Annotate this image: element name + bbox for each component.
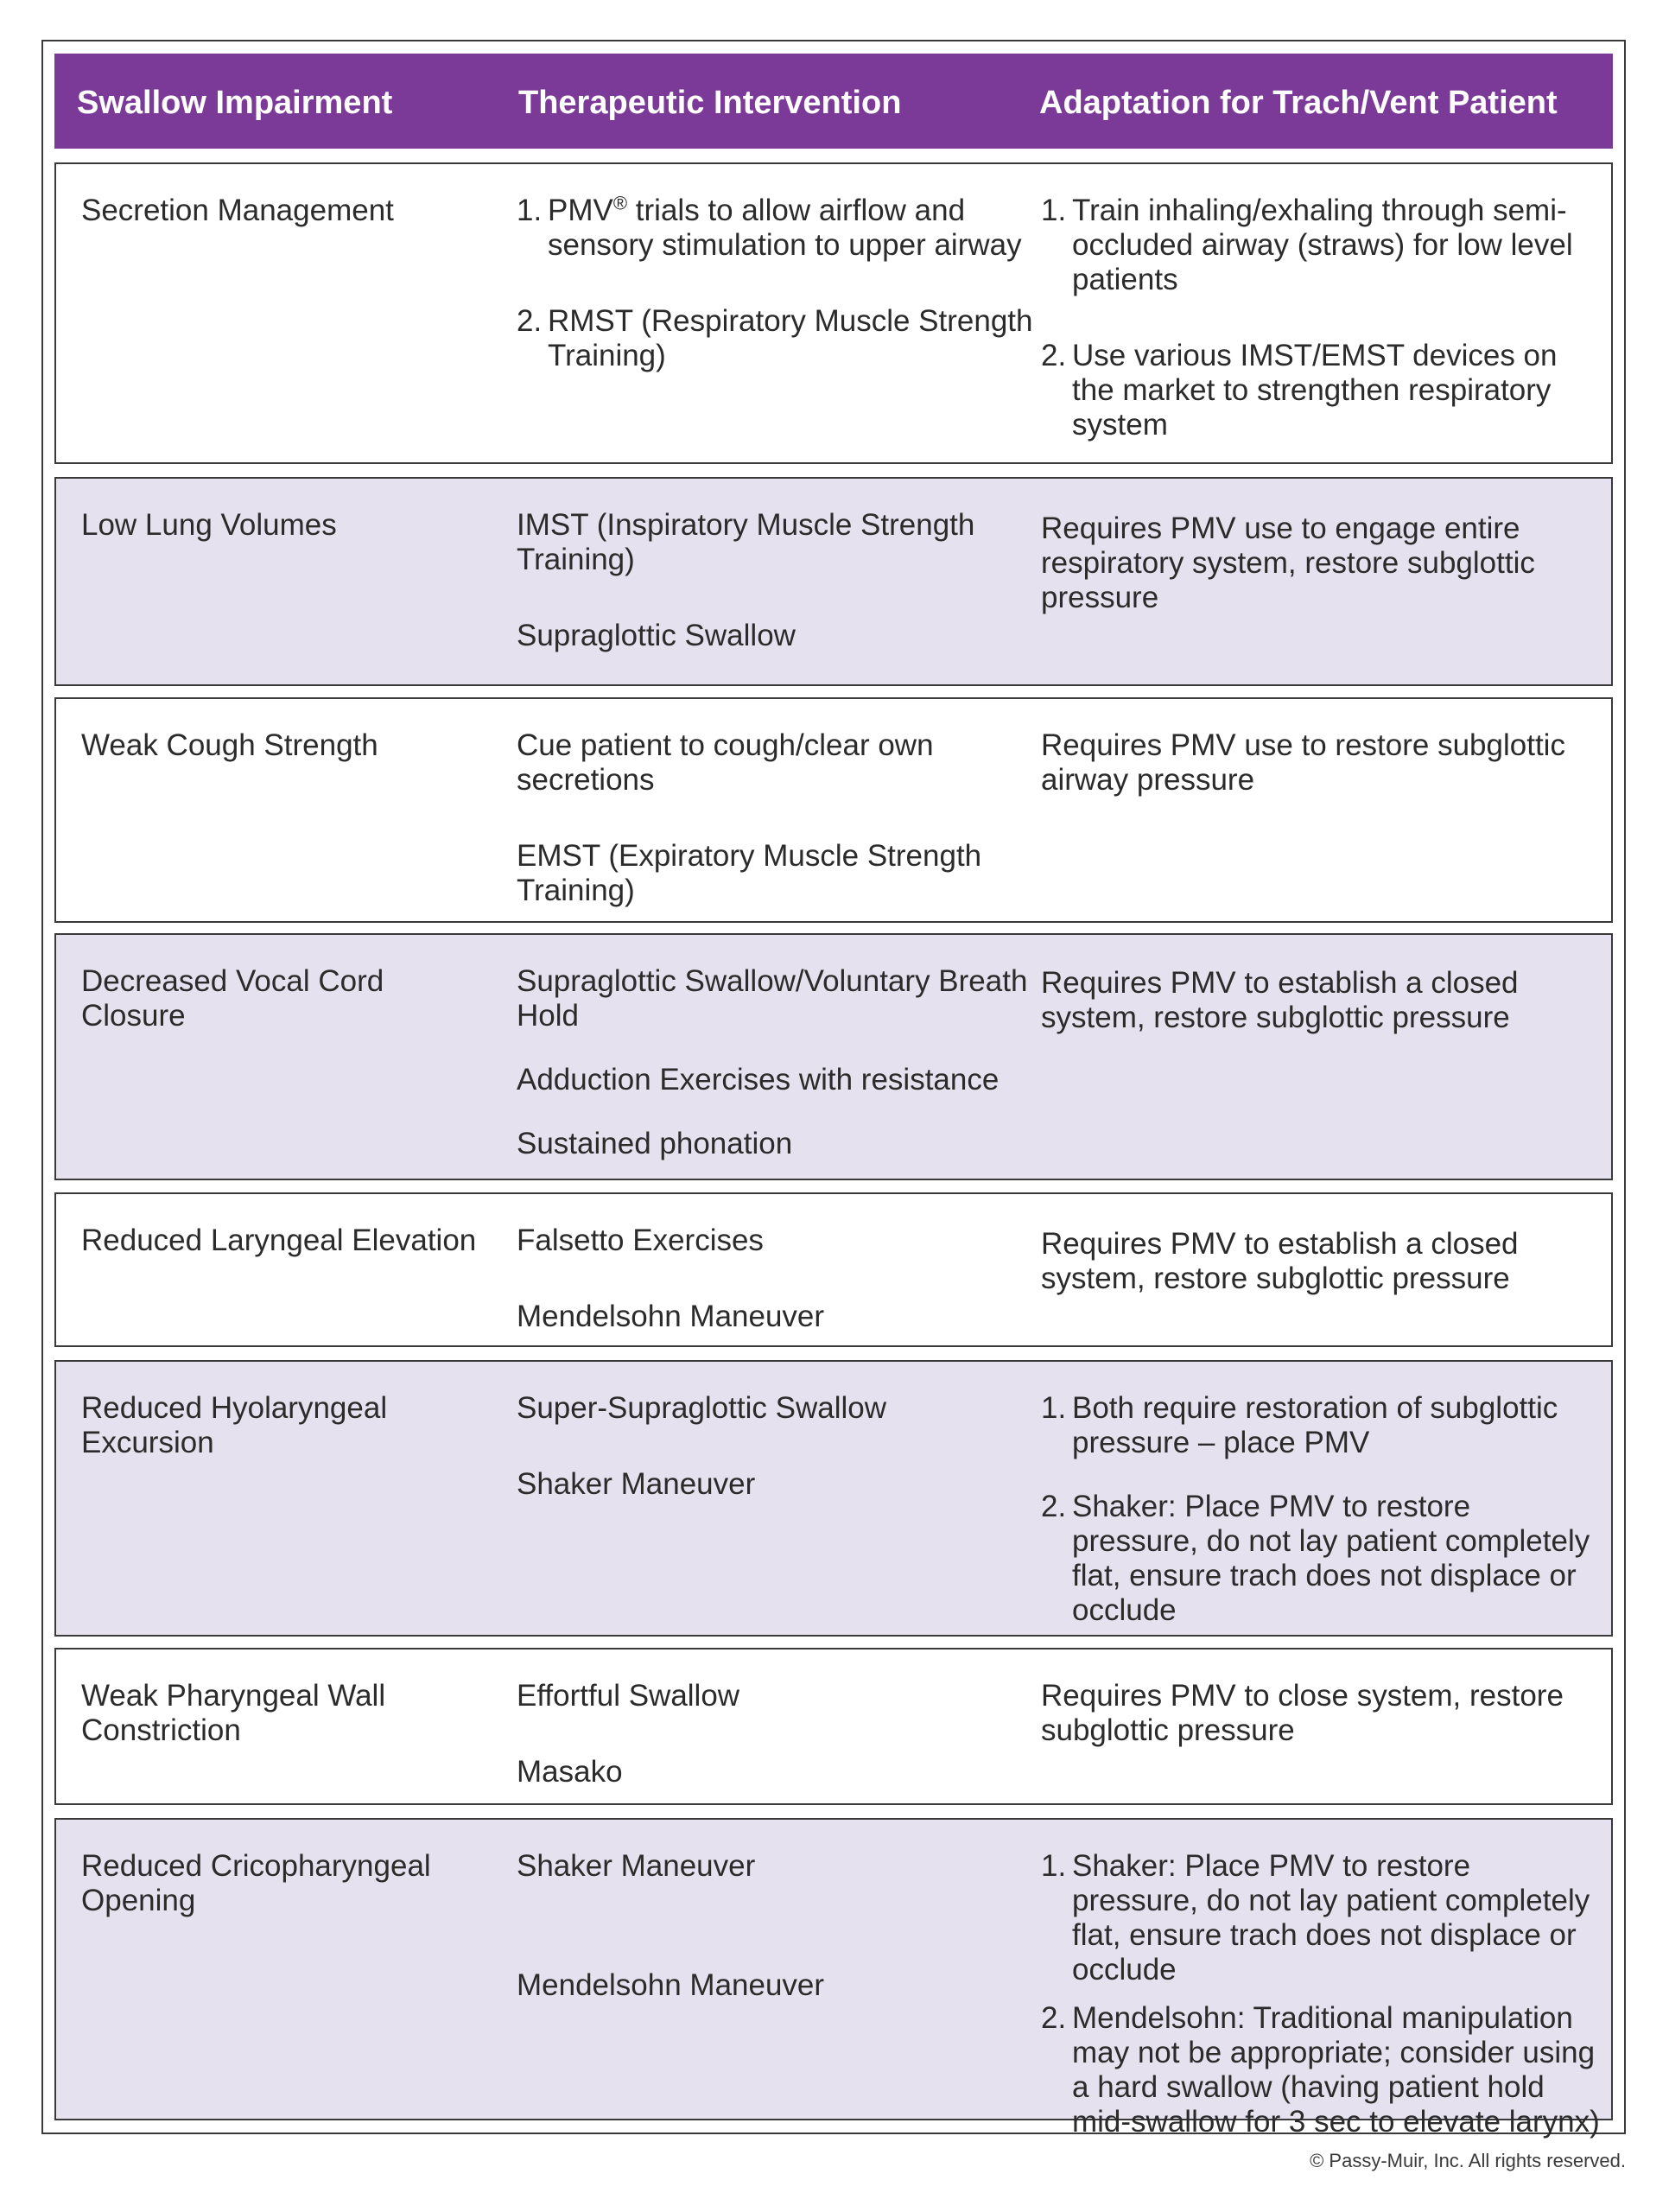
intervention-item: Falsetto Exercises <box>517 1224 764 1257</box>
intervention-cell <box>517 1849 1052 2003</box>
impairment-cell: Reduced Hyolaryngeal Excursion <box>81 1391 388 1459</box>
adaptation-item: 2. Shaker: Place PMV to restore pressure, do not lay patient completely flat, ensure trach does not displace or occlude <box>1041 1490 1590 1627</box>
intervention-item: Mendelsohn Maneuver <box>517 1968 825 2002</box>
intervention-item: Supraglottic Swallow <box>517 619 796 652</box>
adaptation-item: 1. Both require restoration of subglottic pressure – place PMV <box>1041 1391 1558 1459</box>
intervention-item: 1. PMV® trials to allow airflow and sensory stimulation to upper airway <box>517 192 1022 262</box>
adaptation-item: Requires PMV to establish a closed system, restore subglottic pressure <box>1041 1227 1519 1295</box>
intervention-item: Supraglottic Swallow/Voluntary Breath Hold <box>517 964 1028 1033</box>
adaptation-item: 1. Shaker: Place PMV to restore pressure, do not lay patient completely flat, ensure trach does not displace or occlude <box>1041 1849 1590 1986</box>
table-row <box>54 1192 1613 1347</box>
table-row <box>54 933 1613 1180</box>
intervention-cell <box>517 728 1052 908</box>
intervention-cell <box>517 1679 1052 1789</box>
intervention-cell <box>517 1224 1052 1334</box>
impairment-cell: Weak Cough Strength <box>81 728 378 762</box>
intervention-item: EMST (Expiratory Muscle Strength Training) <box>517 839 982 907</box>
adaptation-item: 1. Train inhaling/exhaling through semi-occluded airway (straws) for low level patients <box>1041 194 1573 296</box>
intervention-item: Cue patient to cough/clear own secretions <box>517 728 934 797</box>
adaptation-cell <box>1041 966 1602 1035</box>
table-header <box>54 54 1613 149</box>
table-row <box>54 162 1613 464</box>
intervention-item: Effortful Swallow <box>517 1679 740 1713</box>
adaptation-item: Requires PMV to close system, restore subglottic pressure <box>1041 1679 1564 1747</box>
intervention-cell <box>517 1391 1052 1502</box>
intervention-item: Masako <box>517 1755 623 1789</box>
intervention-cell <box>517 194 1052 373</box>
intervention-item: Super-Supraglottic Swallow <box>517 1391 886 1425</box>
adaptation-cell <box>1041 512 1602 615</box>
intervention-item: Mendelsohn Maneuver <box>517 1300 825 1333</box>
intervention-item: IMST (Inspiratory Muscle Strength Training) <box>517 508 975 576</box>
table-row <box>54 1818 1613 2139</box>
copyright-notice: © Passy-Muir, Inc. All rights reserved. <box>1310 2150 1626 2171</box>
impairment-cell: Reduced Laryngeal Elevation <box>81 1224 477 1257</box>
impairment-cell: Weak Pharyngeal Wall Constriction <box>81 1679 386 1747</box>
table-row <box>54 1360 1613 1637</box>
adaptation-item: 2. Use various IMST/EMST devices on the market to strengthen respiratory system <box>1041 339 1558 442</box>
header-swallow-impairment: Swallow Impairment <box>77 85 393 121</box>
impairment-cell: Decreased Vocal Cord Closure <box>81 964 384 1033</box>
adaptation-cell <box>1041 1679 1602 1748</box>
intervention-item: Shaker Maneuver <box>517 1467 756 1501</box>
adaptation-item: Requires PMV to establish a closed system, restore subglottic pressure <box>1041 966 1519 1034</box>
intervention-item: 2. RMST (Respiratory Muscle Strength Training) <box>517 304 1033 372</box>
intervention-item: Adduction Exercises with resistance <box>517 1063 999 1096</box>
impairment-cell: Reduced Cricopharyngeal Opening <box>81 1849 431 1917</box>
intervention-cell <box>517 964 1052 1161</box>
adaptation-item: 2. Mendelsohn: Traditional manipulation may not be appropriate; consider using a hard swallow (having patient hold mid-swallow for 3 sec to elevate larynx) <box>1041 2001 1600 2139</box>
header-adaptation: Adaptation for Trach/Vent Patient <box>1039 85 1558 121</box>
intervention-item: Shaker Maneuver <box>517 1849 756 1883</box>
table-row <box>54 697 1613 923</box>
impairment-cell: Low Lung Volumes <box>81 508 337 542</box>
adaptation-item: Requires PMV use to engage entire respiratory system, restore subglottic pressure <box>1041 512 1535 614</box>
table-row <box>54 1648 1613 1805</box>
adaptation-cell <box>1041 1391 1602 1628</box>
intervention-cell <box>517 508 1052 653</box>
table-row <box>54 477 1613 686</box>
adaptation-item: Requires PMV use to restore subglottic airway pressure <box>1041 728 1565 797</box>
adaptation-cell <box>1041 1849 1602 2139</box>
adaptation-cell <box>1041 728 1602 798</box>
adaptation-cell <box>1041 1227 1602 1296</box>
intervention-item: Sustained phonation <box>517 1127 793 1160</box>
header-therapeutic-intervention: Therapeutic Intervention <box>518 85 902 121</box>
impairment-cell: Secretion Management <box>81 194 394 227</box>
adaptation-cell <box>1041 194 1602 442</box>
